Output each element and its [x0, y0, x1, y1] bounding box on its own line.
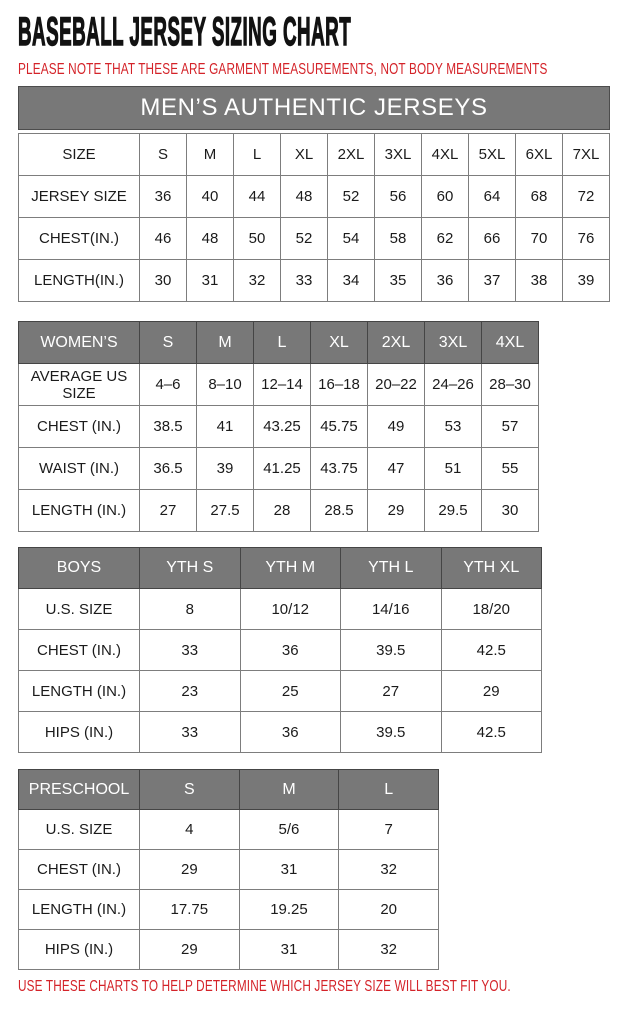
- size-value-cell: 32: [339, 930, 439, 970]
- size-value-cell: 62: [422, 218, 469, 260]
- table-title-cell: BOYS: [19, 548, 140, 589]
- size-value-cell: 29: [368, 490, 425, 532]
- column-header: L: [339, 770, 439, 810]
- size-value-cell: 47: [368, 448, 425, 490]
- garment-measurement-note: PLEASE NOTE THAT THESE ARE GARMENT MEASUREMENTS, NOT BODY MEASUREMENTS: [18, 61, 548, 78]
- size-value-cell: 33: [140, 630, 241, 671]
- size-value-cell: 28–30: [482, 364, 539, 406]
- column-header: L: [254, 322, 311, 364]
- column-header: YTH M: [240, 548, 341, 589]
- table-row: [19, 671, 542, 712]
- column-header: 3XL: [425, 322, 482, 364]
- size-value-cell: 39.5: [341, 630, 442, 671]
- size-value-cell: 50: [234, 218, 281, 260]
- size-value-cell: 5/6: [239, 810, 339, 850]
- size-value-cell: 39: [563, 260, 610, 302]
- column-header: YTH S: [140, 548, 241, 589]
- row-label: HIPS (IN.): [19, 930, 140, 970]
- size-value-cell: 24–26: [425, 364, 482, 406]
- size-value-cell: 41: [197, 406, 254, 448]
- size-value-cell: 43.25: [254, 406, 311, 448]
- header-row: [19, 134, 610, 176]
- row-label: LENGTH (IN.): [19, 671, 140, 712]
- row-label: LENGTH (IN.): [19, 490, 140, 532]
- size-value-cell: 18/20: [441, 589, 542, 630]
- size-value-cell: 14/16: [341, 589, 442, 630]
- size-value-cell: 30: [482, 490, 539, 532]
- size-value-cell: 29: [140, 930, 240, 970]
- row-label: LENGTH(IN.): [19, 260, 140, 302]
- row-label: CHEST (IN.): [19, 850, 140, 890]
- preschool-sizing-table: [18, 769, 439, 970]
- size-value-cell: 30: [140, 260, 187, 302]
- column-header: 4XL: [482, 322, 539, 364]
- size-value-cell: 27: [140, 490, 197, 532]
- column-header: 7XL: [563, 134, 610, 176]
- table-row: [19, 490, 539, 532]
- column-header: S: [140, 134, 187, 176]
- column-header: 5XL: [469, 134, 516, 176]
- column-header: M: [187, 134, 234, 176]
- size-value-cell: 8–10: [197, 364, 254, 406]
- column-header: XL: [281, 134, 328, 176]
- row-label: JERSEY SIZE: [19, 176, 140, 218]
- table-title-cell: SIZE: [19, 134, 140, 176]
- size-value-cell: 23: [140, 671, 241, 712]
- size-value-cell: 56: [375, 176, 422, 218]
- column-header: S: [140, 770, 240, 810]
- column-header: M: [239, 770, 339, 810]
- banner-label: MEN’S AUTHENTIC JERSEYS: [140, 94, 488, 121]
- table-row: [19, 260, 610, 302]
- table-row: [19, 589, 542, 630]
- size-value-cell: 39.5: [341, 712, 442, 753]
- womens-sizing-table: [18, 321, 539, 532]
- size-value-cell: 31: [239, 930, 339, 970]
- size-value-cell: 43.75: [311, 448, 368, 490]
- size-value-cell: 48: [187, 218, 234, 260]
- row-label: LENGTH (IN.): [19, 890, 140, 930]
- table-row: [19, 930, 439, 970]
- header-row: [19, 770, 439, 810]
- size-value-cell: 60: [422, 176, 469, 218]
- size-value-cell: 38: [516, 260, 563, 302]
- column-header: YTH XL: [441, 548, 542, 589]
- size-value-cell: 41.25: [254, 448, 311, 490]
- column-header: M: [197, 322, 254, 364]
- size-value-cell: 40: [187, 176, 234, 218]
- size-value-cell: 36: [240, 712, 341, 753]
- column-header: 3XL: [375, 134, 422, 176]
- row-label: CHEST (IN.): [19, 406, 140, 448]
- footer-advisory-note: USE THESE CHARTS TO HELP DETERMINE WHICH JERSEY SIZE WILL BEST FIT YOU.: [18, 978, 511, 995]
- column-header: YTH L: [341, 548, 442, 589]
- size-value-cell: 28.5: [311, 490, 368, 532]
- mens-sizing-table: [18, 133, 610, 302]
- size-value-cell: 44: [234, 176, 281, 218]
- column-header: S: [140, 322, 197, 364]
- size-value-cell: 52: [328, 176, 375, 218]
- row-label: U.S. SIZE: [19, 810, 140, 850]
- size-value-cell: 70: [516, 218, 563, 260]
- size-value-cell: 36: [240, 630, 341, 671]
- column-header: 4XL: [422, 134, 469, 176]
- row-label: WAIST (IN.): [19, 448, 140, 490]
- size-value-cell: 66: [469, 218, 516, 260]
- table-row: [19, 176, 610, 218]
- size-value-cell: 27: [341, 671, 442, 712]
- size-value-cell: 4–6: [140, 364, 197, 406]
- size-value-cell: 46: [140, 218, 187, 260]
- size-value-cell: 29: [140, 850, 240, 890]
- size-value-cell: 34: [328, 260, 375, 302]
- boys-sizing-table: [18, 547, 542, 753]
- column-header: 2XL: [368, 322, 425, 364]
- header-row: [19, 548, 542, 589]
- size-value-cell: 39: [197, 448, 254, 490]
- table-title-cell: PRESCHOOL: [19, 770, 140, 810]
- row-label: HIPS (IN.): [19, 712, 140, 753]
- size-value-cell: 19.25: [239, 890, 339, 930]
- table-row: [19, 712, 542, 753]
- size-value-cell: 72: [563, 176, 610, 218]
- size-value-cell: 20: [339, 890, 439, 930]
- size-value-cell: 10/12: [240, 589, 341, 630]
- size-value-cell: 8: [140, 589, 241, 630]
- table-row: [19, 448, 539, 490]
- table-title-cell: WOMEN’S: [19, 322, 140, 364]
- column-header: XL: [311, 322, 368, 364]
- size-value-cell: 27.5: [197, 490, 254, 532]
- size-value-cell: 36: [140, 176, 187, 218]
- header-row: [19, 322, 539, 364]
- size-value-cell: 38.5: [140, 406, 197, 448]
- size-value-cell: 25: [240, 671, 341, 712]
- size-value-cell: 35: [375, 260, 422, 302]
- size-value-cell: 36.5: [140, 448, 197, 490]
- size-value-cell: 52: [281, 218, 328, 260]
- size-value-cell: 54: [328, 218, 375, 260]
- size-value-cell: 29.5: [425, 490, 482, 532]
- size-value-cell: 33: [140, 712, 241, 753]
- row-label: CHEST(IN.): [19, 218, 140, 260]
- size-value-cell: 42.5: [441, 712, 542, 753]
- column-header: 6XL: [516, 134, 563, 176]
- table-row: [19, 630, 542, 671]
- column-header: 2XL: [328, 134, 375, 176]
- size-value-cell: 12–14: [254, 364, 311, 406]
- table-row: [19, 406, 539, 448]
- size-value-cell: 32: [234, 260, 281, 302]
- size-value-cell: 32: [339, 850, 439, 890]
- size-value-cell: 37: [469, 260, 516, 302]
- size-value-cell: 7: [339, 810, 439, 850]
- table-row: [19, 850, 439, 890]
- size-value-cell: 58: [375, 218, 422, 260]
- page-title: BASEBALL JERSEY SIZING CHART: [18, 10, 352, 54]
- table-row: [19, 218, 610, 260]
- size-value-cell: 16–18: [311, 364, 368, 406]
- size-value-cell: 29: [441, 671, 542, 712]
- size-value-cell: 45.75: [311, 406, 368, 448]
- row-label: CHEST (IN.): [19, 630, 140, 671]
- size-value-cell: 57: [482, 406, 539, 448]
- size-value-cell: 33: [281, 260, 328, 302]
- column-header: L: [234, 134, 281, 176]
- size-value-cell: 36: [422, 260, 469, 302]
- row-label: U.S. SIZE: [19, 589, 140, 630]
- size-value-cell: 55: [482, 448, 539, 490]
- size-value-cell: 48: [281, 176, 328, 218]
- size-value-cell: 31: [187, 260, 234, 302]
- table-row: [19, 890, 439, 930]
- size-value-cell: 20–22: [368, 364, 425, 406]
- size-value-cell: 53: [425, 406, 482, 448]
- size-value-cell: 76: [563, 218, 610, 260]
- table-row: [19, 364, 539, 406]
- size-value-cell: 64: [469, 176, 516, 218]
- size-value-cell: 31: [239, 850, 339, 890]
- table-row: [19, 810, 439, 850]
- size-value-cell: 17.75: [140, 890, 240, 930]
- row-label: AVERAGE US SIZE: [19, 364, 140, 406]
- size-value-cell: 42.5: [441, 630, 542, 671]
- size-value-cell: 49: [368, 406, 425, 448]
- mens-authentic-jerseys-banner: [18, 86, 610, 130]
- size-value-cell: 28: [254, 490, 311, 532]
- size-value-cell: 51: [425, 448, 482, 490]
- size-value-cell: 68: [516, 176, 563, 218]
- size-value-cell: 4: [140, 810, 240, 850]
